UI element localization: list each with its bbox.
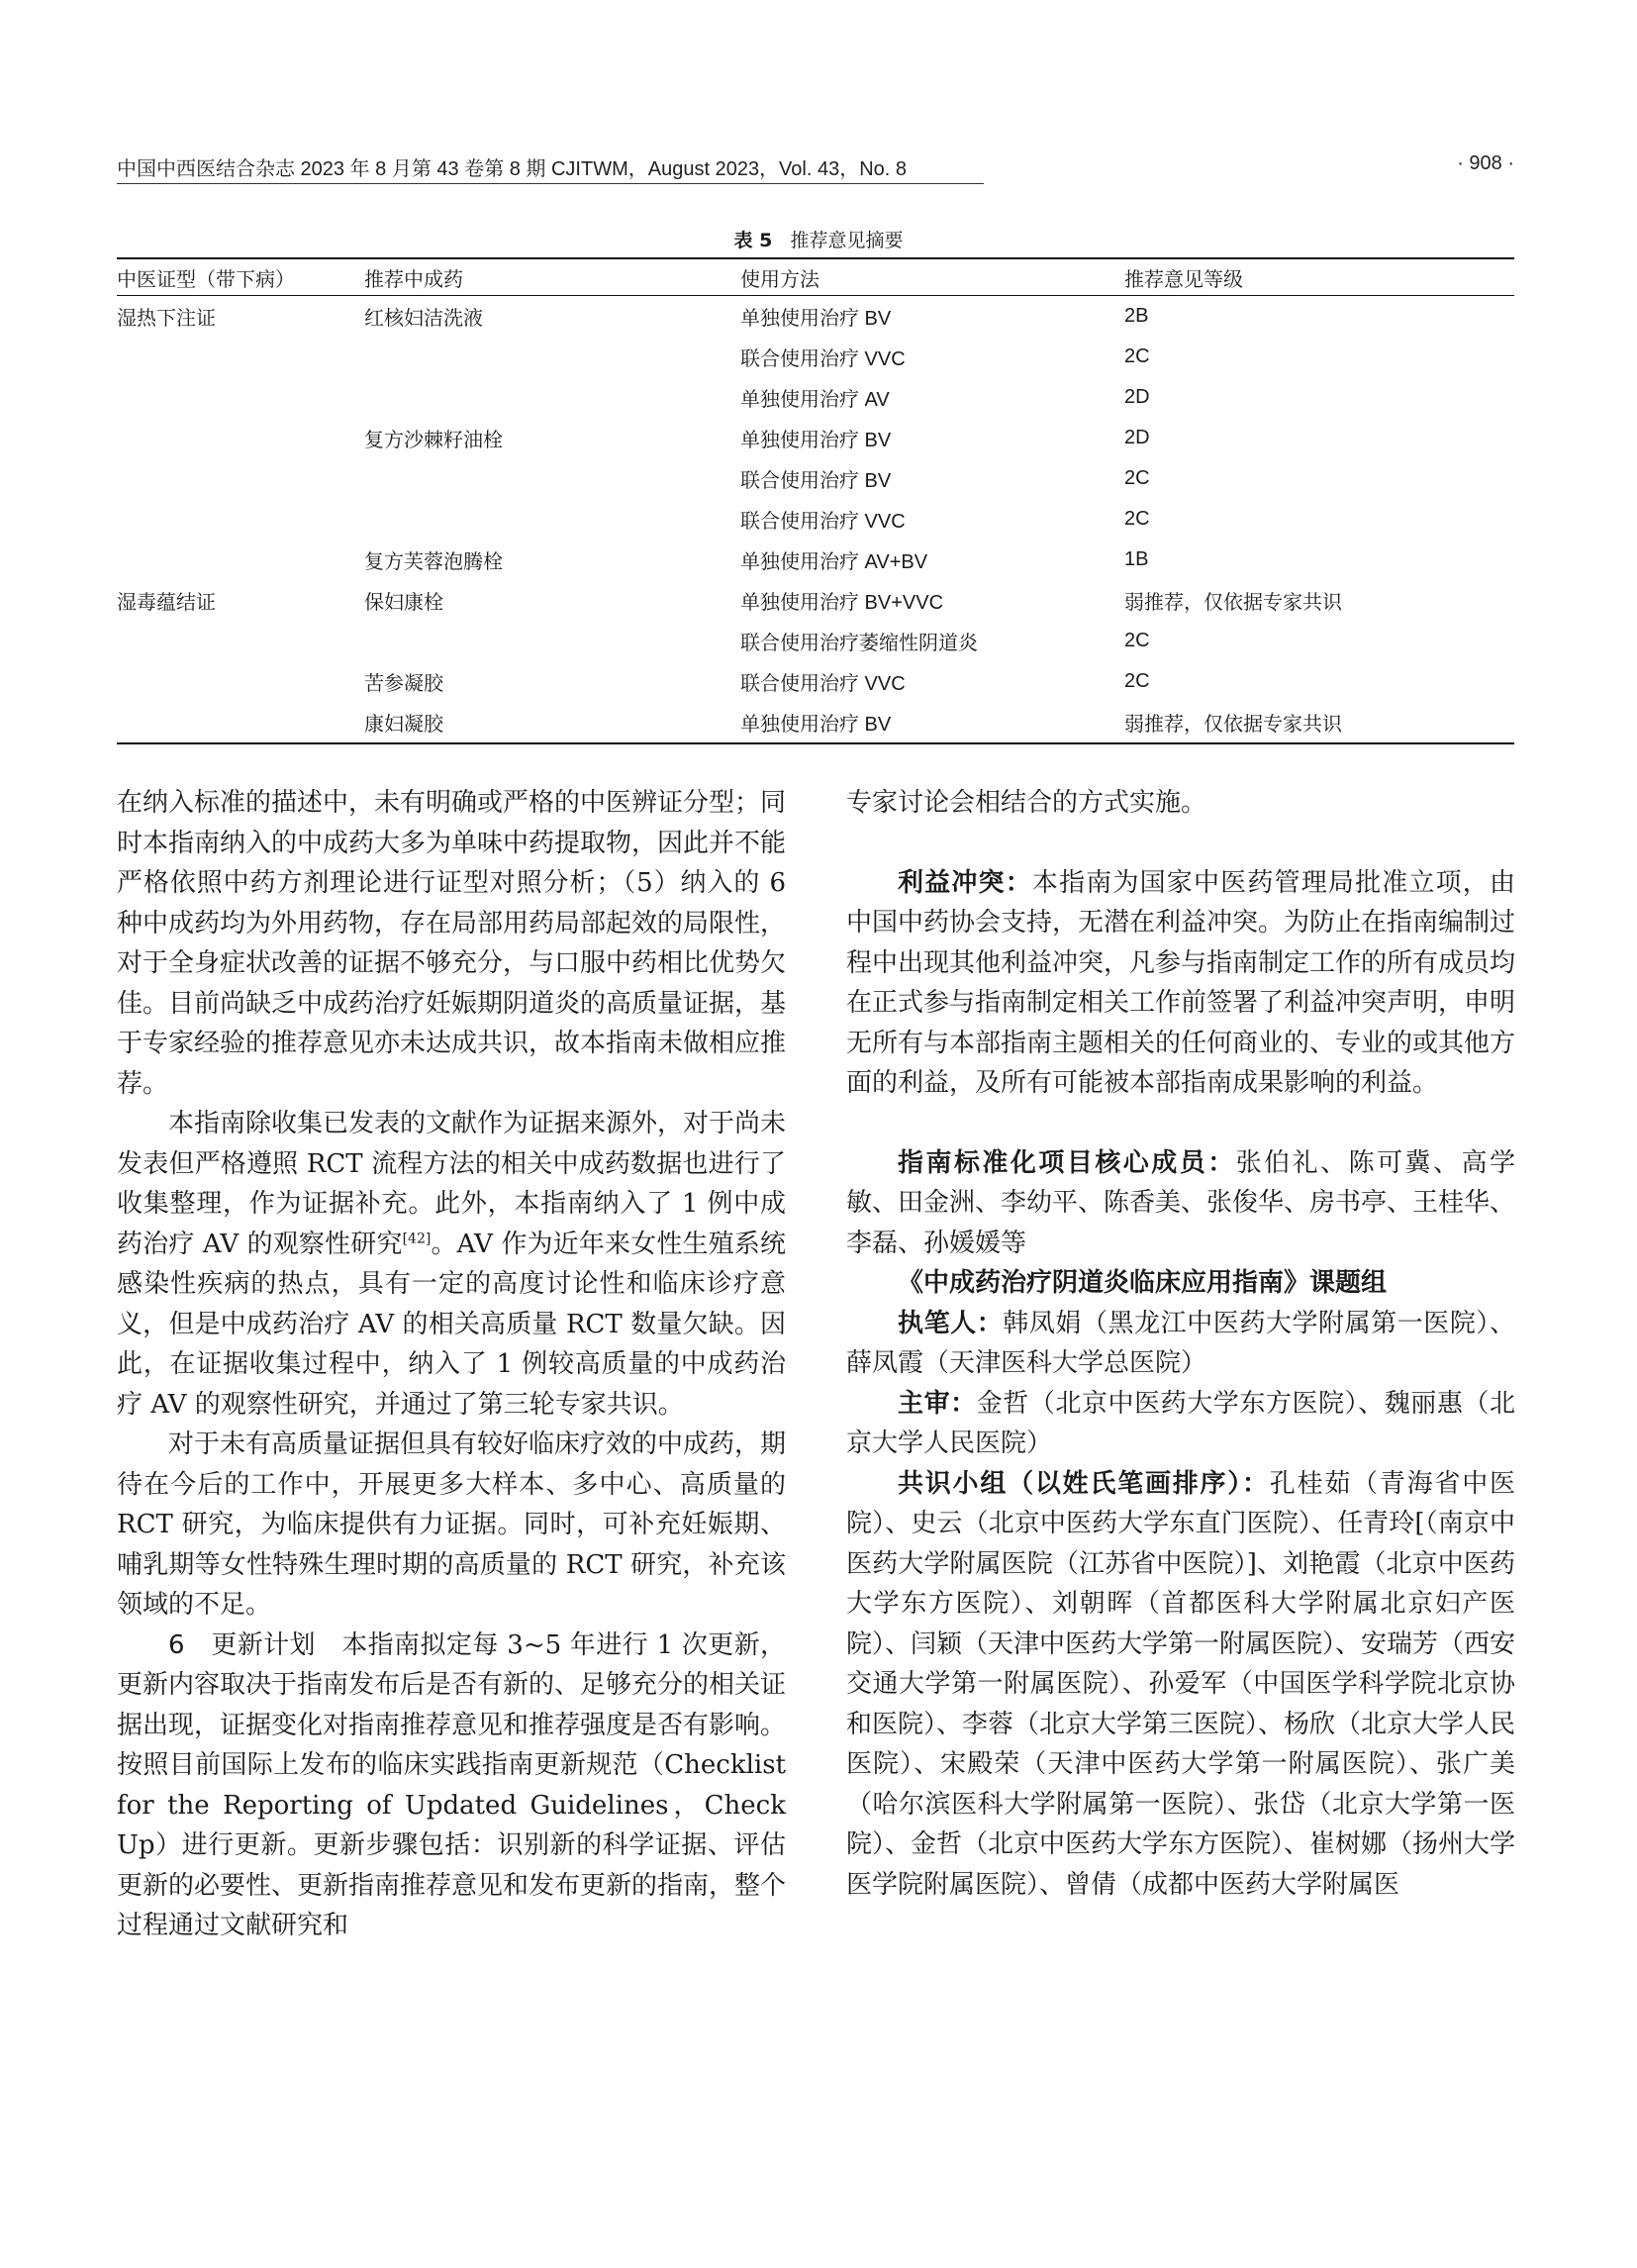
core-members — [846, 1143, 1515, 1264]
running-header — [117, 152, 1514, 182]
table-cell: 湿毒蕴结证 — [117, 590, 216, 614]
table-cell: 单独使用治疗 BV — [740, 714, 892, 736]
table-cell: 红核妇洁洗液 — [364, 306, 483, 330]
conflict-heading: 利益冲突： — [898, 867, 1032, 898]
table-row — [117, 540, 1514, 580]
table-cell — [117, 458, 364, 499]
table-cell: 2D — [1124, 427, 1150, 448]
table-cell: 2C — [1124, 630, 1150, 651]
table-header-cell: 推荐意见等级 — [1124, 258, 1514, 296]
conflict-of-interest — [846, 863, 1515, 1104]
right-column — [846, 783, 1515, 1905]
table-cell: 复方沙棘籽油栓 — [364, 428, 503, 451]
table-cell: 湿热下注证 — [117, 306, 216, 330]
table-cell: 1B — [1124, 548, 1149, 570]
table-row — [117, 418, 1514, 458]
table-cell: 单独使用治疗 BV — [740, 430, 892, 451]
table-cell: 2C — [1124, 467, 1150, 489]
header-rule — [117, 183, 984, 184]
paragraph: 专家讨论会相结合的方式实施。 — [846, 788, 1207, 818]
table-row — [117, 621, 1514, 661]
spacer — [846, 1104, 1515, 1143]
table-row — [117, 377, 1514, 418]
table-row — [117, 661, 1514, 702]
table-cell — [117, 661, 364, 702]
table-cell: 2C — [1124, 508, 1150, 530]
table-cell — [117, 337, 364, 377]
reviewers — [846, 1384, 1515, 1464]
reviewers-text: 金哲（北京中医药大学东方医院）、魏丽惠（北京大学人民医院） — [846, 1388, 1515, 1458]
table-cell: 单独使用治疗 BV+VVC — [740, 592, 944, 614]
table-header-row — [117, 258, 1514, 296]
table-cell: 联合使用治疗 BV — [740, 470, 892, 492]
table-cell — [364, 337, 740, 377]
consensus-heading: 共识小组（以姓氏笔画排序）： — [898, 1468, 1270, 1499]
table-cell: 联合使用治疗萎缩性阴道炎 — [740, 633, 978, 654]
table-cell: 弱推荐，仅依据专家共识 — [1124, 714, 1342, 736]
paragraph-text: 本指南拟定每 3~5 年进行 1 次更新，更新内容取决于指南发布后是否有新的、足够充分的相关证据出现，证据变化对指南推荐意见和推荐强度是否有影响。按照目前国际上发布的临床实践指南更新规范（Checklist for the Reporting of Updated Guidelines，Check Up）进行更新。更新步骤包括：识别新的科学证据、评估更新的必要性、更新指南推荐意见和发布更新的指南，整个过程通过文献研究和 — [117, 1629, 787, 1940]
table-row — [117, 296, 1514, 338]
table-cell — [117, 499, 364, 540]
table-header-cell: 使用方法 — [740, 258, 1124, 296]
table-cell: 保妇康栓 — [364, 590, 443, 614]
journal-citation: 中国中西医结合杂志 2023 年 8 月第 43 卷第 8 期 CJITWM，August 2023，Vol. 43，No. 8 — [117, 158, 908, 180]
writers — [846, 1304, 1515, 1384]
table-cell — [117, 540, 364, 580]
table-cell — [364, 377, 740, 418]
table-row — [117, 458, 1514, 499]
table-caption — [0, 226, 1637, 252]
table-cell: 联合使用治疗 VVC — [740, 348, 906, 370]
paragraph: 对于未有高质量证据但具有较好临床疗效的中成药，期待在今后的工作中，开展更多大样本、多中心、高质量的 RCT 研究，为临床提供有力证据。同时，可补充妊娠期、哺乳期等女性特殊生理时期的高质量的 RCT 研究，补充该领域的不足。 — [117, 1430, 787, 1620]
table-cell: 联合使用治疗 VVC — [740, 673, 906, 695]
table-row — [117, 702, 1514, 743]
paragraph: 在纳入标准的描述中，未有明确或严格的中医辨证分型；同时本指南纳入的中成药大多为单味中药提取物，因此并不能严格依照中药方剂理论进行证型对照分析；（5）纳入的 6 种中成药均为外用药物，存在局部用药局部起效的局限性，对于全身症状改善的证据不够充分，与口服中药相比优势欠佳。目前尚缺乏中成药治疗妊娠期阴道炎的高质量证据，基于专家经验的推荐意见亦未达成共识，故本指南未做相应推荐。 — [117, 788, 787, 1099]
citation: [42] — [402, 1230, 432, 1246]
table-row — [117, 499, 1514, 540]
table-cell: 康妇凝胶 — [364, 712, 443, 736]
writers-heading: 执笔人： — [898, 1308, 1004, 1338]
consensus-text: 孔桂茹（青海省中医院）、史云（北京中医药大学东直门医院）、任青玲[（南京中医药大学附属医院（江苏省中医院）]、刘艳霞（北京中医药大学东方医院）、刘朝晖（首都医科大学附属北京妇产医院）、闫颖（天津中医药大学第一附属医院）、安瑞芳（西安交通大学第一附属医院）、孙爱军（中国医学科学院北京协和医院）、李蓉（北京大学第三医院）、杨欣（北京大学人民医院）、宋殿荣（天津中医药大学第一附属医院）、张广美（哈尔滨医科大学附属第一医院）、张岱（北京大学第一医院）、金哲（北京中医药大学东方医院）、崔树娜（扬州大学医学院附属医院）、曾倩（成都中医药大学附属医 — [846, 1468, 1516, 1900]
paragraph-text: 。AV 作为近年来女性生殖系统感染性疾病的热点，具有一定的高度讨论性和临床诊疗意义，但是中成药治疗 AV 的相关高质量 RCT 数量欠缺。因此，在证据收集过程中，纳入了 1 例较高质量的中成药治疗 AV 的观察性研究，并通过了第三轮专家共识。 — [117, 1229, 786, 1420]
table-header-cell: 推荐中成药 — [364, 258, 740, 296]
reviewers-heading: 主审： — [898, 1388, 977, 1419]
spacer — [846, 824, 1515, 863]
table-cell: 复方芙蓉泡腾栓 — [364, 549, 503, 573]
table-cell — [364, 458, 740, 499]
table-cell: 苦参凝胶 — [364, 671, 443, 695]
table-row — [117, 580, 1514, 621]
left-column — [117, 783, 786, 1946]
table-header-cell: 中医证型（带下病） — [117, 258, 364, 296]
table-row — [117, 337, 1514, 377]
table-cell: 单独使用治疗 AV — [740, 389, 890, 411]
recommendation-table — [117, 257, 1514, 744]
paragraph — [117, 1626, 786, 1946]
table-cell — [364, 499, 740, 540]
section-heading: 6 更新计划 — [168, 1629, 316, 1660]
table-cell: 弱推荐，仅依据专家共识 — [1124, 592, 1342, 614]
paragraph — [117, 1104, 786, 1425]
page-number: · 908 · — [1457, 152, 1514, 174]
conflict-text: 本指南为国家中医药管理局批准立项，由中国中药协会支持，无潜在利益冲突。为防止在指南编制过程中出现其他利益冲突，凡参与指南制定工作的所有成员均在正式参与指南制定相关工作前签署了利益冲突声明，申明无所有与本部指南主题相关的任何商业的、专业的或其他方面的利益，及所有可能被本部指南成果影响的利益。 — [846, 867, 1516, 1098]
writers-text: 韩凤娟（黑龙江中医药大学附属第一医院）、薛凤霞（天津医科大学总医院） — [846, 1308, 1515, 1378]
core-text: 张伯礼、陈可冀、高学敏、田金洲、李幼平、陈香美、张俊华、房书亭、王桂华、李磊、孙媛媛等 — [846, 1147, 1516, 1258]
table-cell — [117, 702, 364, 743]
table-cell: 单独使用治疗 AV+BV — [740, 551, 928, 573]
table-cell — [117, 377, 364, 418]
table-cell — [117, 418, 364, 458]
table-caption-label: 表 5 — [733, 230, 773, 251]
table-cell: 2B — [1124, 305, 1149, 327]
table-cell: 联合使用治疗 VVC — [740, 511, 906, 533]
consensus-group — [846, 1464, 1515, 1906]
table-caption-text: 推荐意见摘要 — [790, 230, 904, 251]
table-cell — [117, 621, 364, 661]
table-cell — [364, 621, 740, 661]
paragraph-text: 本指南除收集已发表的文献作为证据来源外，对于尚未发表但严格遵照 RCT 流程方法的相关中成药数据也进行了收集整理，作为证据补充。此外，本指南纳入了 1 例中成药治疗 AV 的观察性研究 — [117, 1109, 787, 1259]
table-cell: 2C — [1124, 345, 1150, 367]
table-cell: 2C — [1124, 670, 1150, 692]
table-cell: 单独使用治疗 BV — [740, 308, 892, 330]
core-heading: 指南标准化项目核心成员： — [898, 1147, 1236, 1178]
table-cell: 2D — [1124, 386, 1150, 408]
group-title: 《中成药治疗阴道炎临床应用指南》课题组 — [898, 1268, 1388, 1298]
